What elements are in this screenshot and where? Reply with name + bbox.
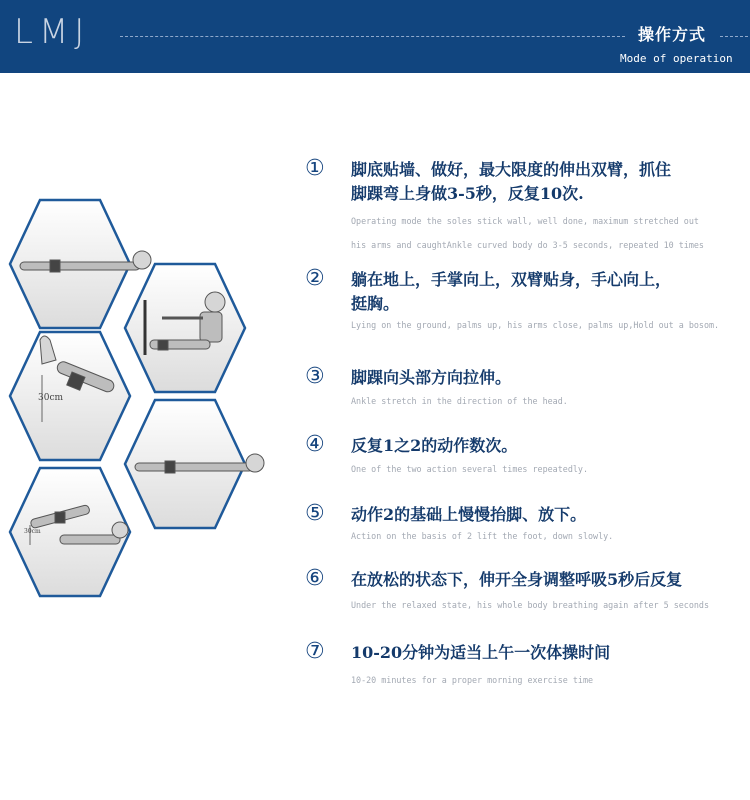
hex-panel-lying-2 [125,400,264,528]
hex-panel-lying [10,200,151,328]
step-text-zh: 脚底贴墙、做好，最大限度的伸出双臂，抓住 脚踝弯上身做3-5秒，反复10次. [351,160,672,203]
step-text-zh: 在放松的状态下，伸开全身调整呼吸5秒后反复 [351,570,683,589]
step-text-en: 10-20 minutes for a proper morning exercise time [351,675,594,685]
step-text-en: Ankle stretch in the direction of the head. [351,396,568,406]
header-dashed-divider [120,36,625,37]
step-text-en: Action on the basis of 2 lift the foot, down slowly. [351,531,614,541]
hex-panel-leg-lift [10,468,130,596]
step-number: ② [305,266,325,291]
step-text-en: Under the relaxed state, his whole body breathing again after 5 seconds [351,600,709,610]
step-text-en: One of the two action several times repeatedly. [351,464,588,474]
height-label: 30cm [38,393,64,403]
step-text-en: Operating mode the soles stick wall, well done, maximum stretched out [351,216,699,226]
step-text-zh: 动作2的基础上慢慢抬脚、放下。 [351,505,587,524]
step-text-zh: 反复1之2的动作数次。 [351,436,518,455]
section-title: 操作方式 [638,25,707,44]
step-number: ⑦ [305,639,325,664]
header-bar [0,0,750,73]
header-dashed-divider-end [720,36,748,37]
step-number: ① [305,156,325,181]
exercise-illustrations [0,190,300,610]
step-text-en: Lying on the ground, palms up, his arms close, palms up,Hold out a bosom. [351,320,720,330]
step-text-zh: 10-20分钟为适当上午一次体操时间 [351,643,611,662]
step-text-zh: 躺在地上，手掌向上，双臂贴身，手心向上， 挺胸。 [351,270,672,313]
step-text-en-2: his arms and caughtAnkle curved body do 3-5 seconds, repeated 10 times [351,240,704,250]
step-number: ⑥ [305,566,325,591]
hex-panel-leg-raise [10,332,130,460]
hex-panel-sitting [125,264,245,392]
section-subtitle: Mode of operation [620,52,733,65]
brand-logo: LMJ [14,12,91,52]
step-number: ④ [305,432,325,457]
height-label-2: 30cm [24,528,41,535]
step-number: ③ [305,364,325,389]
step-text-zh: 脚踝向头部方向拉伸。 [351,368,512,387]
step-number: ⑤ [305,501,325,526]
